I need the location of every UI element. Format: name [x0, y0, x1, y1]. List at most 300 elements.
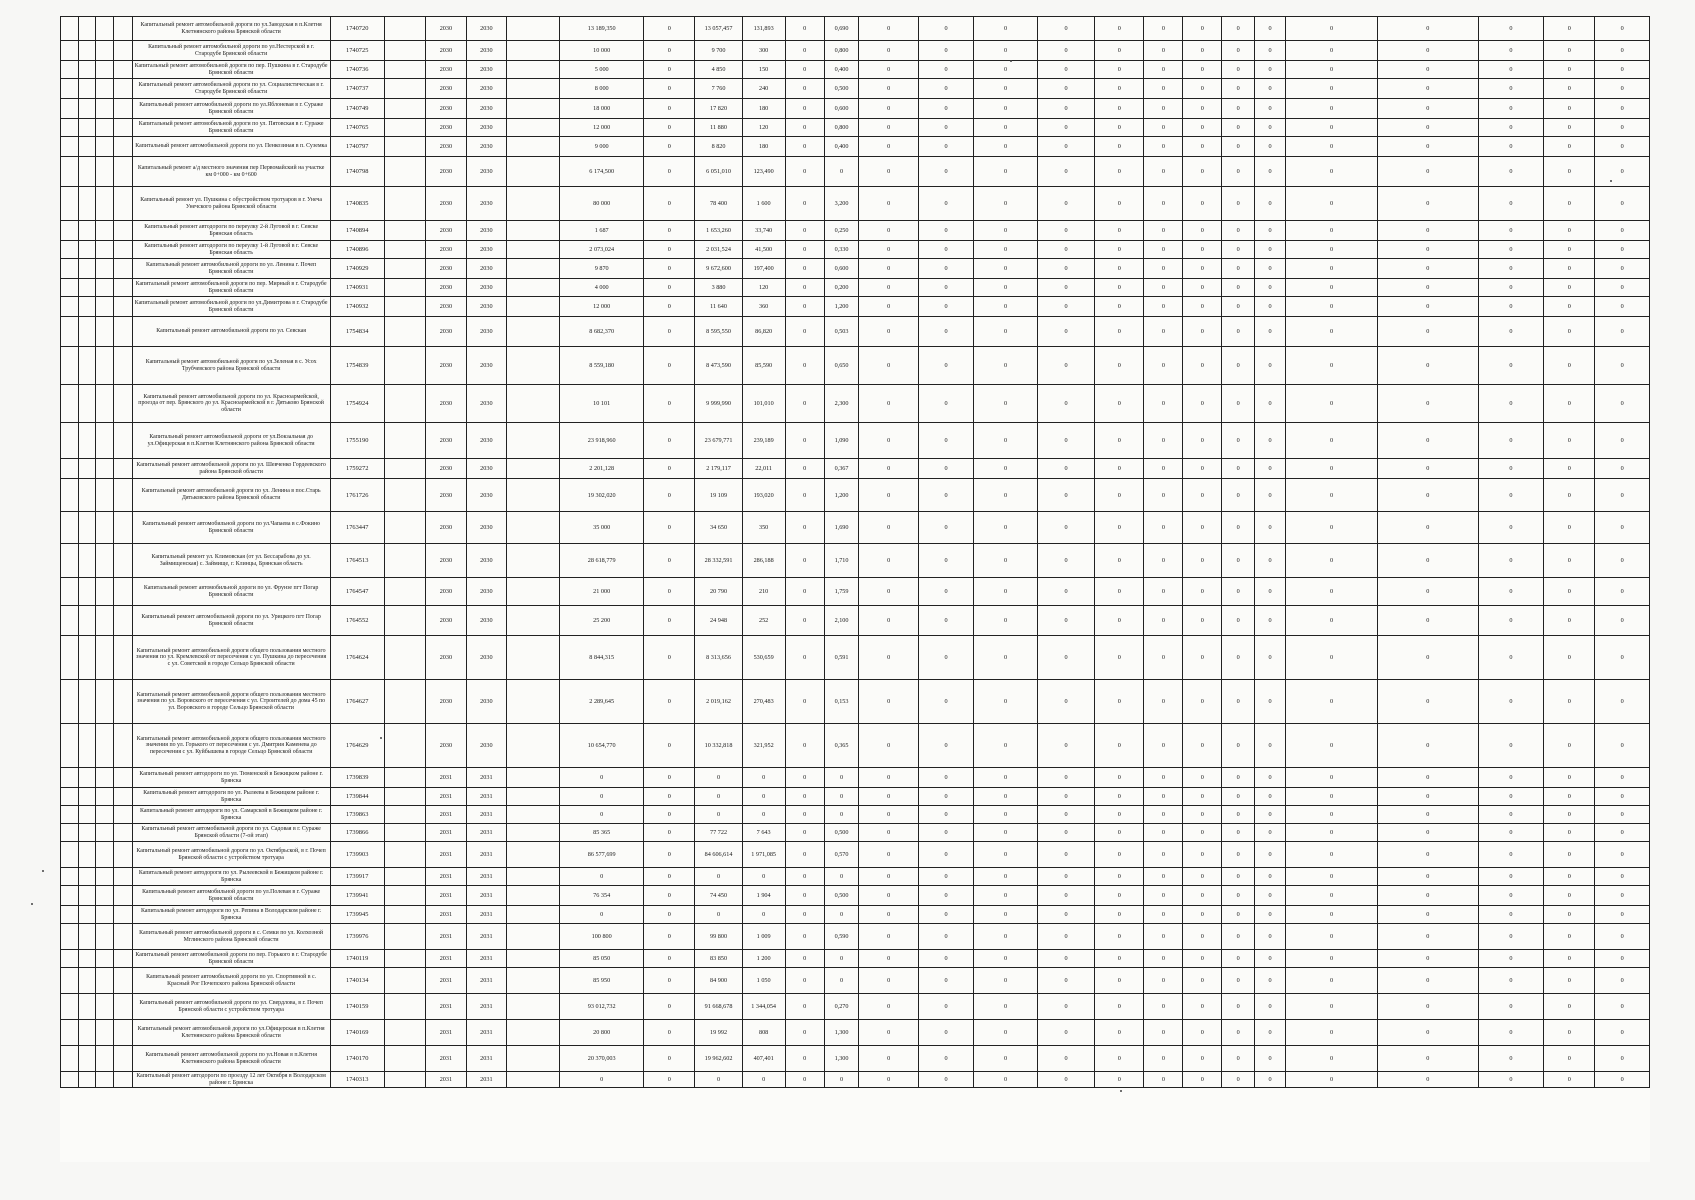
- zero-value-cell: 0: [1595, 994, 1650, 1020]
- zero-value-cell: 0: [1095, 868, 1144, 886]
- other-funds-cell: 0: [785, 842, 824, 868]
- zero-value-cell: 0: [1378, 768, 1478, 788]
- federal-funds-cell: 0: [644, 79, 695, 99]
- total-amount-cell: 85 050: [560, 950, 644, 968]
- federal-funds-cell: 0: [644, 187, 695, 221]
- zero-value-cell: 0: [1183, 41, 1222, 61]
- other-funds-cell: 0: [785, 221, 824, 241]
- zero-value-cell: 0: [1595, 479, 1650, 512]
- zero-value-cell: 0: [918, 119, 973, 137]
- empty-cell: [506, 317, 559, 347]
- local-funds-cell: 120: [742, 279, 785, 297]
- federal-funds-cell: 0: [644, 924, 695, 950]
- empty-cell: [95, 578, 113, 606]
- zero-value-cell: 0: [974, 578, 1038, 606]
- start-year-cell: 2030: [425, 423, 466, 459]
- end-year-cell: 2031: [466, 1020, 506, 1046]
- empty-cell: [384, 119, 425, 137]
- empty-cell: [61, 924, 79, 950]
- zero-value-cell: 0: [1544, 994, 1595, 1020]
- zero-value-cell: 0: [1478, 842, 1544, 868]
- zero-value-cell: 0: [1144, 279, 1183, 297]
- zero-value-cell: 0: [1037, 17, 1094, 41]
- object-name-cell: Капитальный ремонт автомобильной дороги по ул. Севская: [132, 317, 330, 347]
- zero-value-cell: 0: [1144, 259, 1183, 279]
- zero-value-cell: 0: [1037, 459, 1094, 479]
- table-row: [61, 41, 1650, 61]
- federal-funds-cell: 0: [644, 279, 695, 297]
- empty-cell: [114, 906, 132, 924]
- regional-funds-cell: 19 992: [695, 1020, 742, 1046]
- zero-value-cell: 0: [1255, 259, 1286, 279]
- zero-value-cell: 0: [1255, 906, 1286, 924]
- local-funds-cell: 360: [742, 297, 785, 317]
- other-funds-cell: 0: [785, 906, 824, 924]
- local-funds-cell: 0: [742, 768, 785, 788]
- empty-cell: [114, 512, 132, 544]
- local-funds-cell: 530,659: [742, 636, 785, 680]
- federal-funds-cell: 0: [644, 479, 695, 512]
- empty-cell: [506, 157, 559, 187]
- regional-funds-cell: 28 332,591: [695, 544, 742, 578]
- empty-cell: [95, 512, 113, 544]
- empty-cell: [384, 41, 425, 61]
- empty-cell: [61, 636, 79, 680]
- zero-value-cell: 0: [1037, 61, 1094, 79]
- end-year-cell: 2030: [466, 119, 506, 137]
- zero-value-cell: 0: [1544, 824, 1595, 842]
- zero-value-cell: 0: [1144, 385, 1183, 423]
- empty-cell: [506, 187, 559, 221]
- empty-cell: [61, 868, 79, 886]
- end-year-cell: 2030: [466, 259, 506, 279]
- empty-cell: [384, 347, 425, 385]
- zero-value-cell: 0: [918, 994, 973, 1020]
- federal-funds-cell: 0: [644, 259, 695, 279]
- zero-value-cell: 0: [1378, 906, 1478, 924]
- table-row: [61, 459, 1650, 479]
- zero-value-cell: 0: [1478, 157, 1544, 187]
- zero-value-cell: 0: [859, 768, 918, 788]
- local-funds-cell: 240: [742, 79, 785, 99]
- end-year-cell: 2030: [466, 680, 506, 724]
- zero-value-cell: 0: [974, 1046, 1038, 1072]
- start-year-cell: 2031: [425, 842, 466, 868]
- zero-value-cell: 0: [974, 1020, 1038, 1046]
- end-year-cell: 2030: [466, 297, 506, 317]
- end-year-cell: 2030: [466, 79, 506, 99]
- federal-funds-cell: 0: [644, 1020, 695, 1046]
- federal-funds-cell: 0: [644, 41, 695, 61]
- table-row: [61, 17, 1650, 41]
- zero-value-cell: 0: [1095, 578, 1144, 606]
- other-funds-cell: 0: [785, 824, 824, 842]
- regional-funds-cell: 84 606,614: [695, 842, 742, 868]
- zero-value-cell: 0: [1255, 1046, 1286, 1072]
- federal-funds-cell: 0: [644, 968, 695, 994]
- zero-value-cell: 0: [1095, 99, 1144, 119]
- start-year-cell: 2030: [425, 680, 466, 724]
- table-row: [61, 606, 1650, 636]
- object-name-cell: Капитальный ремонт автомобильной дороги по ул.Офицерская в п.Клетня Клетнянского района Брянской области: [132, 1020, 330, 1046]
- federal-funds-cell: 0: [644, 241, 695, 259]
- zero-value-cell: 0: [1285, 423, 1377, 459]
- length-km-cell: 0,503: [824, 317, 859, 347]
- empty-cell: [79, 61, 95, 79]
- zero-value-cell: 0: [1255, 824, 1286, 842]
- object-code-cell: 1740736: [330, 61, 384, 79]
- zero-value-cell: 0: [1285, 297, 1377, 317]
- empty-cell: [79, 924, 95, 950]
- regional-funds-cell: 4 850: [695, 61, 742, 79]
- empty-cell: [61, 187, 79, 221]
- table-row: [61, 512, 1650, 544]
- zero-value-cell: 0: [1255, 578, 1286, 606]
- zero-value-cell: 0: [1544, 512, 1595, 544]
- object-code-cell: 1764513: [330, 544, 384, 578]
- zero-value-cell: 0: [1378, 924, 1478, 950]
- zero-value-cell: 0: [974, 1072, 1038, 1088]
- zero-value-cell: 0: [1544, 297, 1595, 317]
- federal-funds-cell: 0: [644, 119, 695, 137]
- empty-cell: [114, 61, 132, 79]
- zero-value-cell: 0: [1378, 1072, 1478, 1088]
- end-year-cell: 2030: [466, 479, 506, 512]
- zero-value-cell: 0: [1037, 479, 1094, 512]
- object-name-cell: Капитальный ремонт автомобильной дороги по ул. Шевченко Гордеевского района Брянской области: [132, 459, 330, 479]
- object-code-cell: 1740835: [330, 187, 384, 221]
- zero-value-cell: 0: [1144, 906, 1183, 924]
- zero-value-cell: 0: [1222, 1046, 1255, 1072]
- regional-funds-cell: 9 700: [695, 41, 742, 61]
- local-funds-cell: 300: [742, 41, 785, 61]
- zero-value-cell: 0: [1144, 1020, 1183, 1046]
- zero-value-cell: 0: [1037, 157, 1094, 187]
- length-km-cell: 0,600: [824, 99, 859, 119]
- zero-value-cell: 0: [1222, 99, 1255, 119]
- zero-value-cell: 0: [1285, 119, 1377, 137]
- zero-value-cell: 0: [974, 317, 1038, 347]
- table-row: [61, 1046, 1650, 1072]
- end-year-cell: 2030: [466, 157, 506, 187]
- zero-value-cell: 0: [1378, 544, 1478, 578]
- document-sheet: [60, 16, 1650, 1162]
- zero-value-cell: 0: [1222, 906, 1255, 924]
- zero-value-cell: 0: [859, 385, 918, 423]
- zero-value-cell: 0: [1595, 842, 1650, 868]
- empty-cell: [114, 724, 132, 768]
- zero-value-cell: 0: [1544, 41, 1595, 61]
- zero-value-cell: 0: [1222, 459, 1255, 479]
- local-funds-cell: 0: [742, 868, 785, 886]
- local-funds-cell: 85,590: [742, 347, 785, 385]
- zero-value-cell: 0: [1285, 279, 1377, 297]
- length-km-cell: 1,090: [824, 423, 859, 459]
- total-amount-cell: 1 687: [560, 221, 644, 241]
- empty-cell: [61, 724, 79, 768]
- zero-value-cell: 0: [974, 279, 1038, 297]
- object-code-cell: 1740720: [330, 17, 384, 41]
- start-year-cell: 2031: [425, 806, 466, 824]
- zero-value-cell: 0: [1183, 724, 1222, 768]
- zero-value-cell: 0: [1095, 788, 1144, 806]
- empty-cell: [506, 824, 559, 842]
- zero-value-cell: 0: [1595, 137, 1650, 157]
- zero-value-cell: 0: [1285, 385, 1377, 423]
- zero-value-cell: 0: [1255, 968, 1286, 994]
- federal-funds-cell: 0: [644, 157, 695, 187]
- zero-value-cell: 0: [1544, 241, 1595, 259]
- zero-value-cell: 0: [1478, 606, 1544, 636]
- empty-cell: [506, 906, 559, 924]
- local-funds-cell: 0: [742, 788, 785, 806]
- zero-value-cell: 0: [974, 906, 1038, 924]
- register-table: [60, 16, 1650, 1088]
- zero-value-cell: 0: [1222, 157, 1255, 187]
- local-funds-cell: 131,893: [742, 17, 785, 41]
- regional-funds-cell: 2 179,117: [695, 459, 742, 479]
- table-row: [61, 423, 1650, 459]
- zero-value-cell: 0: [859, 578, 918, 606]
- empty-cell: [506, 459, 559, 479]
- zero-value-cell: 0: [1255, 806, 1286, 824]
- zero-value-cell: 0: [1285, 606, 1377, 636]
- start-year-cell: 2030: [425, 259, 466, 279]
- zero-value-cell: 0: [1285, 680, 1377, 724]
- empty-cell: [384, 906, 425, 924]
- other-funds-cell: 0: [785, 680, 824, 724]
- empty-cell: [114, 680, 132, 724]
- zero-value-cell: 0: [1183, 842, 1222, 868]
- regional-funds-cell: 8 820: [695, 137, 742, 157]
- empty-cell: [79, 119, 95, 137]
- zero-value-cell: 0: [1144, 297, 1183, 317]
- zero-value-cell: 0: [1255, 606, 1286, 636]
- empty-cell: [114, 636, 132, 680]
- other-funds-cell: 0: [785, 788, 824, 806]
- zero-value-cell: 0: [1037, 1072, 1094, 1088]
- zero-value-cell: 0: [1255, 297, 1286, 317]
- empty-cell: [79, 868, 95, 886]
- empty-cell: [506, 99, 559, 119]
- zero-value-cell: 0: [918, 479, 973, 512]
- object-name-cell: Капитальный ремонт автомобильной дороги по ул. Урицкого пгт Погар Брянской области: [132, 606, 330, 636]
- empty-cell: [384, 724, 425, 768]
- table-row: [61, 317, 1650, 347]
- zero-value-cell: 0: [1595, 924, 1650, 950]
- empty-cell: [384, 221, 425, 241]
- object-code-cell: 1739863: [330, 806, 384, 824]
- empty-cell: [95, 61, 113, 79]
- empty-cell: [114, 221, 132, 241]
- zero-value-cell: 0: [1285, 842, 1377, 868]
- zero-value-cell: 0: [859, 512, 918, 544]
- zero-value-cell: 0: [974, 423, 1038, 459]
- empty-cell: [114, 994, 132, 1020]
- zero-value-cell: 0: [1183, 806, 1222, 824]
- zero-value-cell: 0: [1378, 479, 1478, 512]
- object-code-cell: 1764552: [330, 606, 384, 636]
- zero-value-cell: 0: [1378, 578, 1478, 606]
- table-row: [61, 119, 1650, 137]
- local-funds-cell: 286,188: [742, 544, 785, 578]
- zero-value-cell: 0: [1037, 137, 1094, 157]
- empty-cell: [61, 544, 79, 578]
- start-year-cell: 2031: [425, 868, 466, 886]
- object-code-cell: 1754834: [330, 317, 384, 347]
- scan-speck: [1010, 60, 1012, 62]
- other-funds-cell: 0: [785, 636, 824, 680]
- zero-value-cell: 0: [918, 680, 973, 724]
- start-year-cell: 2030: [425, 79, 466, 99]
- regional-funds-cell: 3 880: [695, 279, 742, 297]
- empty-cell: [506, 724, 559, 768]
- zero-value-cell: 0: [1285, 259, 1377, 279]
- empty-cell: [95, 994, 113, 1020]
- table-row: [61, 279, 1650, 297]
- zero-value-cell: 0: [1095, 17, 1144, 41]
- zero-value-cell: 0: [1095, 842, 1144, 868]
- empty-cell: [61, 241, 79, 259]
- end-year-cell: 2031: [466, 1072, 506, 1088]
- regional-funds-cell: 0: [695, 806, 742, 824]
- length-km-cell: 0,600: [824, 259, 859, 279]
- local-funds-cell: 1 200: [742, 950, 785, 968]
- total-amount-cell: 20 800: [560, 1020, 644, 1046]
- zero-value-cell: 0: [1095, 1072, 1144, 1088]
- start-year-cell: 2030: [425, 99, 466, 119]
- zero-value-cell: 0: [1095, 459, 1144, 479]
- empty-cell: [114, 1020, 132, 1046]
- empty-cell: [61, 788, 79, 806]
- zero-value-cell: 0: [1144, 1072, 1183, 1088]
- local-funds-cell: 22,011: [742, 459, 785, 479]
- zero-value-cell: 0: [1378, 137, 1478, 157]
- empty-cell: [95, 1020, 113, 1046]
- zero-value-cell: 0: [974, 187, 1038, 221]
- total-amount-cell: 25 200: [560, 606, 644, 636]
- zero-value-cell: 0: [1037, 41, 1094, 61]
- total-amount-cell: 28 618,779: [560, 544, 644, 578]
- empty-cell: [95, 680, 113, 724]
- start-year-cell: 2030: [425, 385, 466, 423]
- length-km-cell: 0,800: [824, 119, 859, 137]
- zero-value-cell: 0: [1378, 950, 1478, 968]
- total-amount-cell: 23 918,960: [560, 423, 644, 459]
- local-funds-cell: 41,500: [742, 241, 785, 259]
- zero-value-cell: 0: [1478, 241, 1544, 259]
- zero-value-cell: 0: [1222, 994, 1255, 1020]
- zero-value-cell: 0: [974, 868, 1038, 886]
- end-year-cell: 2031: [466, 924, 506, 950]
- zero-value-cell: 0: [1378, 842, 1478, 868]
- zero-value-cell: 0: [1095, 906, 1144, 924]
- empty-cell: [114, 578, 132, 606]
- empty-cell: [79, 1072, 95, 1088]
- local-funds-cell: 33,740: [742, 221, 785, 241]
- zero-value-cell: 0: [1478, 61, 1544, 79]
- total-amount-cell: 0: [560, 768, 644, 788]
- object-code-cell: 1739839: [330, 768, 384, 788]
- empty-cell: [384, 512, 425, 544]
- zero-value-cell: 0: [1544, 906, 1595, 924]
- object-name-cell: Капитальный ремонт автомобильной дороги по ул. Октябрьской, в г. Почеп Брянской области с устройством тротуара: [132, 842, 330, 868]
- empty-cell: [61, 221, 79, 241]
- empty-cell: [95, 842, 113, 868]
- local-funds-cell: 210: [742, 578, 785, 606]
- empty-cell: [95, 259, 113, 279]
- zero-value-cell: 0: [859, 221, 918, 241]
- length-km-cell: 0,367: [824, 459, 859, 479]
- empty-cell: [384, 994, 425, 1020]
- zero-value-cell: 0: [1378, 636, 1478, 680]
- empty-cell: [61, 886, 79, 906]
- zero-value-cell: 0: [1478, 41, 1544, 61]
- zero-value-cell: 0: [1144, 317, 1183, 347]
- empty-cell: [61, 768, 79, 788]
- zero-value-cell: 0: [1595, 806, 1650, 824]
- regional-funds-cell: 2 031,524: [695, 241, 742, 259]
- empty-cell: [95, 385, 113, 423]
- zero-value-cell: 0: [1183, 512, 1222, 544]
- zero-value-cell: 0: [1183, 1046, 1222, 1072]
- empty-cell: [61, 79, 79, 99]
- regional-funds-cell: 34 650: [695, 512, 742, 544]
- zero-value-cell: 0: [1037, 994, 1094, 1020]
- other-funds-cell: 0: [785, 459, 824, 479]
- other-funds-cell: 0: [785, 279, 824, 297]
- zero-value-cell: 0: [918, 788, 973, 806]
- zero-value-cell: 0: [1378, 279, 1478, 297]
- end-year-cell: 2030: [466, 459, 506, 479]
- zero-value-cell: 0: [1095, 41, 1144, 61]
- empty-cell: [79, 680, 95, 724]
- zero-value-cell: 0: [1144, 17, 1183, 41]
- local-funds-cell: 197,400: [742, 259, 785, 279]
- table-row: [61, 479, 1650, 512]
- length-km-cell: 0,500: [824, 79, 859, 99]
- empty-cell: [95, 279, 113, 297]
- empty-cell: [79, 221, 95, 241]
- empty-cell: [79, 968, 95, 994]
- empty-cell: [384, 79, 425, 99]
- empty-cell: [384, 788, 425, 806]
- zero-value-cell: 0: [1037, 724, 1094, 768]
- empty-cell: [114, 241, 132, 259]
- regional-funds-cell: 99 800: [695, 924, 742, 950]
- empty-cell: [95, 950, 113, 968]
- zero-value-cell: 0: [1544, 868, 1595, 886]
- empty-cell: [95, 824, 113, 842]
- start-year-cell: 2030: [425, 41, 466, 61]
- zero-value-cell: 0: [1478, 724, 1544, 768]
- zero-value-cell: 0: [1183, 423, 1222, 459]
- other-funds-cell: 0: [785, 924, 824, 950]
- zero-value-cell: 0: [1285, 79, 1377, 99]
- zero-value-cell: 0: [1222, 544, 1255, 578]
- object-code-cell: 1759272: [330, 459, 384, 479]
- zero-value-cell: 0: [1037, 544, 1094, 578]
- zero-value-cell: 0: [1144, 842, 1183, 868]
- empty-cell: [114, 259, 132, 279]
- empty-cell: [95, 241, 113, 259]
- zero-value-cell: 0: [1544, 842, 1595, 868]
- empty-cell: [95, 906, 113, 924]
- empty-cell: [114, 806, 132, 824]
- empty-cell: [95, 886, 113, 906]
- object-code-cell: 1739903: [330, 842, 384, 868]
- zero-value-cell: 0: [1595, 79, 1650, 99]
